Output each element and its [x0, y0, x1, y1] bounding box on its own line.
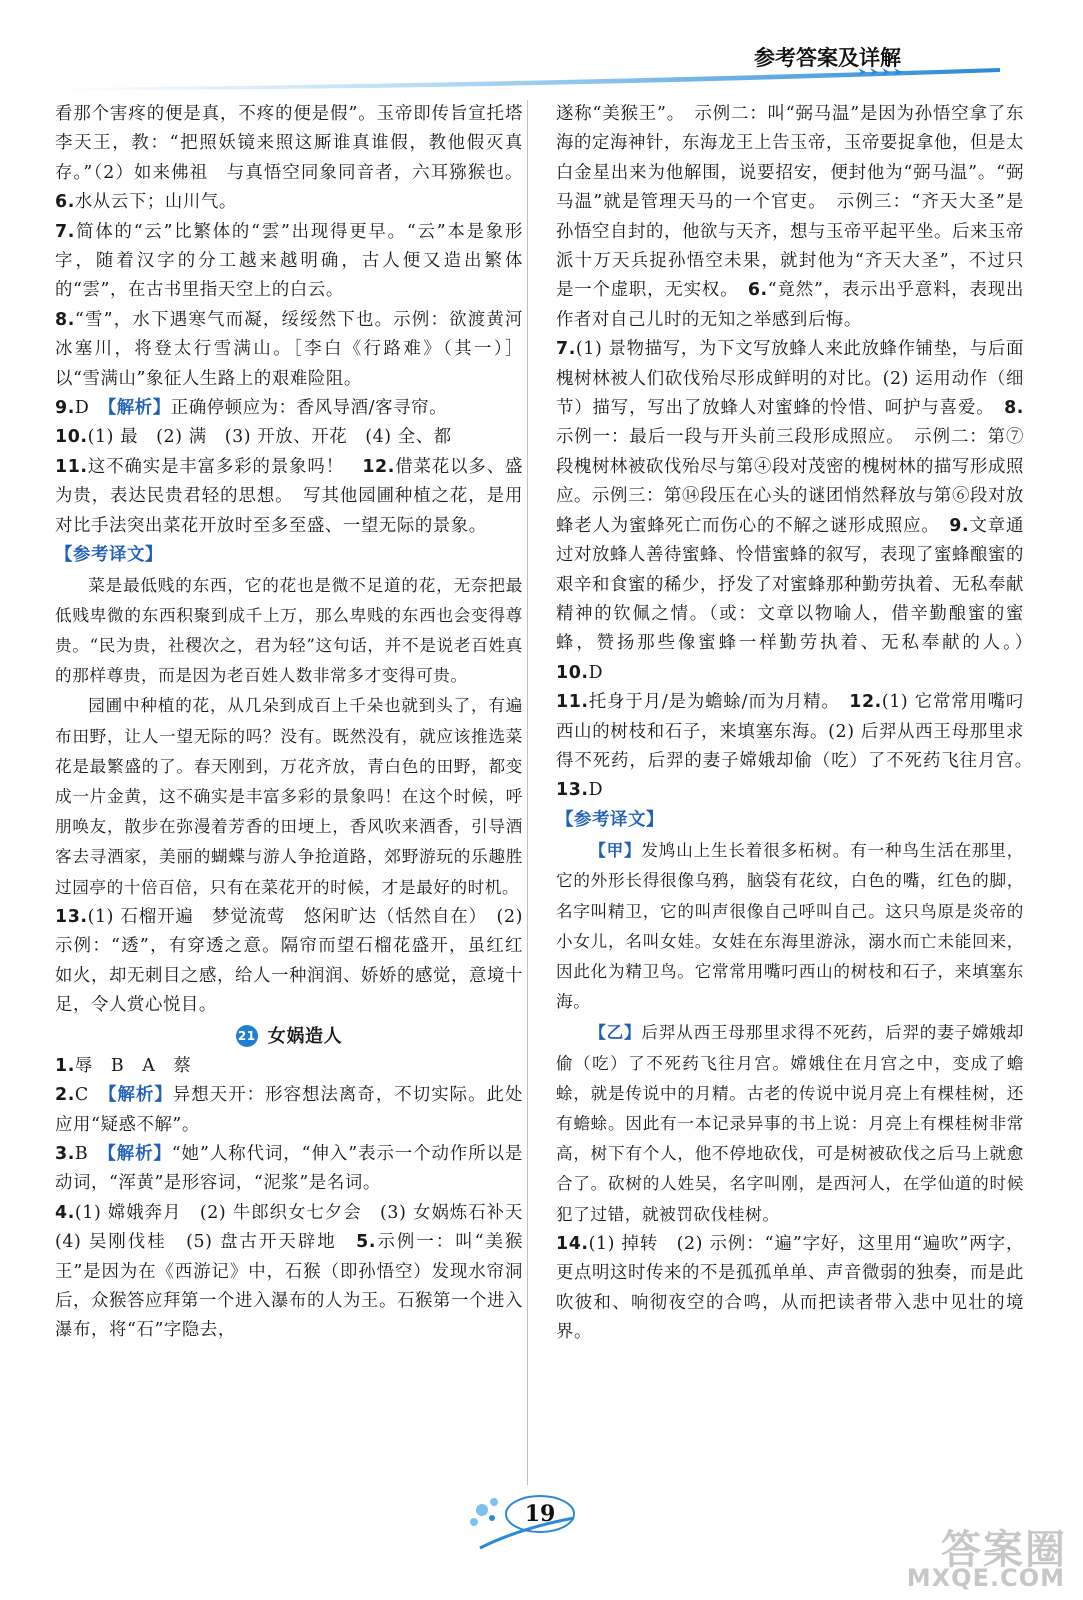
answer-s11-s13 [556, 688, 1024, 806]
watermark-text: 答案圈 [941, 1527, 1067, 1573]
answer-s5-continued [556, 100, 1024, 335]
answer-text: 辱 B A 蔡 [74, 1055, 192, 1076]
translation-text: 发鸠山上生长着很多柘树。有一种鸟生活在那里，它的外形长得很像乌鸦，脑袋有花纹，白色的嘴，红色的脚，名字叫精卫，它的叫声很像自己呼叫自己。这只鸟原是炎帝的小女儿，名叫女娃。女娃在东海里游泳，溺水而亡未能回来，因此化为精卫鸟。它常常用嘴叼西山的树枝和石子，来填塞东海。 [556, 841, 1024, 1012]
question-number: 8. [1004, 398, 1025, 419]
section-title: 女娲造人 [267, 1026, 343, 1048]
answer-text: C [74, 1085, 89, 1106]
answer-text: D [588, 662, 604, 683]
page-number-badge [460, 1488, 620, 1568]
answer-text: (1) 它常常用嘴叼西山的树枝和石子，来填塞东海。(2) 后羿从西王母那里求得不死药，后羿的妻子嫦娥却偷（吃）了不死药飞往月宫。 [556, 692, 1024, 771]
question-number: 12. [849, 692, 882, 713]
question-number: 1. [55, 1055, 75, 1076]
question-number: 14. [556, 1233, 589, 1254]
answer-11-12 [55, 453, 523, 541]
passage-tag: 【乙】 [589, 1022, 642, 1043]
section-heading [55, 1022, 523, 1051]
reference-tag: 【参考译文】 [556, 809, 664, 830]
answer-text: 借菜花以多、盛为贵，表达民贵君轻的思想。 写其他园圃种植之花，是用对比手法突出菜花开放时至多至盛、一望无际的景象。 [55, 456, 523, 536]
answer-text: “她”人称代词，“伸入”表示一个动作所以是动词，“浑黄”是形容词，“泥浆”是名词。 [55, 1143, 523, 1194]
question-number: 13. [55, 906, 88, 927]
question-number: 3. [55, 1143, 75, 1164]
passage-tag: 【甲】 [589, 840, 642, 861]
answer-13 [55, 903, 523, 1021]
translation-paragraph: 园圃中种植的花，从几朵到成百上千朵也就到头了，有遍布田野，让人一望无际的吗？没有。既然没有，就应该推选菜花是最繁盛的了。春天刚到，万花齐放，青白色的田野，都变成一片金黄，这不确实是丰富多彩的景象吗！在这个时候，呼朋唤友，散步在弥漫着芳香的田埂上，香风吹来酒香，引导酒客去寻酒家，美丽的蝴蝶与游人争抢道路，郊野游玩的乐趣胜过园亭的十倍百倍，只有在菜花开的时候，才是最好的时机。 [55, 696, 523, 897]
analysis-tag: 【解析】 [107, 398, 171, 419]
answer-text: (1) 石榴开遍 梦觉流莺 悠闲旷达（恬然自在） (2) 示例：“透”，有穿透之意。隔帘而望石榴花盛开，虽红红如火，却无刺目之感，给人一种润润、娇娇的感觉，意境十足，令人赏心悦目。 [55, 906, 523, 1015]
answer-9 [55, 394, 523, 423]
question-number: 11. [556, 692, 589, 713]
watermark-logo [906, 1518, 1073, 1594]
question-number: 10. [55, 427, 88, 448]
answer-s7-s10 [556, 335, 1024, 688]
answer-8 [55, 306, 523, 394]
answer-text: D [588, 780, 604, 801]
answer-7 [55, 218, 523, 306]
answer-text: “竟然”，表示出乎意料，表现出作者对自己儿时的无知之举感到后悔。 [556, 280, 1024, 330]
answer-text: (1) 掉转 (2) 示例：“遍”字好，这里用“遍吹”两字，更点明这时传来的不是孤孤单单、声音微弱的独奏，而是此吹彼和、响彻夜空的合鸣，从而把读者带入悲中见壮的境界。 [556, 1233, 1024, 1343]
question-number: 13. [556, 780, 589, 801]
question-number: 12. [362, 456, 395, 477]
header-title: 参考答案及详解 [754, 46, 901, 70]
question-number: 5. [356, 1232, 377, 1253]
question-number: 10. [556, 662, 589, 683]
reference-tag: 【参考译文】 [55, 545, 163, 566]
analysis-tag: 【解析】 [107, 1143, 172, 1164]
answer-text: “雪”，水下遇寒气而凝，绥绥然下也。示例：欲渡黄河冰塞川，将登太行雪满山。［李白《行路难》（其一）］以“雪满山”象征人生路上的艰难险阻。 [55, 309, 523, 389]
right-column [556, 100, 1024, 1347]
page-header [0, 0, 1083, 100]
answer-s14 [556, 1230, 1024, 1348]
translation-paragraph-b [556, 1017, 1024, 1229]
watermark-url: MXQE.COM [906, 1564, 1065, 1592]
question-number: 9. [949, 515, 970, 536]
answer-text: 示例一：最后一段与开头前三段形成照应。 示例二：第⑦段槐树林被砍伐殆尽与第④段对茂密的槐树林的描写形成照应。示例三：第⑭段压在心头的谜团悄然释放与第⑥段对放蜂老人为蜜蜂死亡而伤心的不解之谜形成照应。 [556, 427, 1024, 536]
question-number: 7. [55, 221, 75, 242]
answer-10 [55, 423, 523, 452]
answer-text: 正确停顿应为：香风导酒/客寻帘。 [170, 398, 448, 419]
answer-text: 水从云下；山川气。 [74, 192, 237, 213]
answer-text: 看那个害疼的便是真，不疼的便是假”。玉帝即传旨宣托塔李天王，教：“把照妖镜来照这厮谁真谁假，教他假灭真存。”（2）如来佛祖 与真悟空同象同音者，六耳猕猴也。 [55, 104, 523, 183]
header-decoration [0, 0, 1083, 100]
page-number: 19 [524, 1501, 556, 1527]
answer-text: 遂称“美猴王”。 示例二：叫“弼马温”是因为孙悟空拿了东海的定海神针，东海龙王上告玉帝，玉帝要捉拿他，但是太白金星出来为他解围，说要招安，便封他为“弼马温”。“弼马温”就是管理天马的一个官吏。 示例三：“齐天大圣”是孙悟空自封的，他欲与天齐，想与玉帝平起平坐。后来玉帝派十万天兵捉孙悟空未果，就封他为“齐天大圣”，不过只是一个虚职，无实权。 [556, 104, 1024, 301]
question-number: 6. [55, 192, 75, 213]
answer-s4-s5 [55, 1199, 541, 1346]
question-number: 11. [55, 456, 88, 477]
column-divider [527, 100, 528, 1485]
answer-text: 异想天开：形容想法离奇，不切实际。此处应用“疑惑不解”。 [55, 1085, 523, 1135]
answer-text: 这不确实是丰富多彩的景象吗！ [87, 456, 345, 477]
translation-text: 后羿从西王母那里求得不死药，后羿的妻子嫦娥却偷（吃）了不死药飞往月宫。嫦娥住在月宫之中，变成了蟾蜍，就是传说中的月精。古老的传说中说月亮上有棵桂树，还有蟾蜍。因此有一本记录异事的书上说：月亮上有棵桂树非常高，树下有个人，他不停地砍伐，可是树被砍伐之后马上就愈合了。砍树的人姓吴，名字叫刚，是西河人，在学仙道的时候犯了过错，就被罚砍伐桂树。 [556, 1023, 1024, 1224]
question-number: 6. [747, 280, 768, 301]
answer-text: 文章通过对放蜂人善待蜜蜂、怜惜蜜蜂的叙写，表现了蜜蜂酿蜜的艰辛和食蜜的稀少，抒发了对蜜蜂那种勤劳执着、无私奉献精神的钦佩之情。（或：文章以物喻人，借辛勤酿蜜的蜜蜂，赞扬那些像蜜蜂一样勤劳执着、无私奉献的人。） [556, 515, 1024, 654]
answer-text: 示例一：叫“美猴王”是因为在《西游记》中，石猴（即孙悟空）发现水帘洞后，众猴答应拜第一个进入瀑布的人为王。石猴第一个进入瀑布，将“石”字隐去， [55, 1232, 523, 1341]
translation-paragraph: 菜是最低贱的东西，它的花也是微不足道的花，无奈把最低贱卑微的东西积聚到成千上万，那么卑贱的东西也会变得尊贵。“民为贵，社稷次之，君为轻”这句话，并不是说老百姓真的那样尊贵，而是因为老百姓人数非常多才变得可贵。 [55, 575, 523, 686]
answer-s3 [55, 1140, 523, 1199]
reference-translation-heading [55, 541, 523, 570]
answer-text: D [74, 398, 90, 419]
answer-s1 [55, 1052, 523, 1081]
answer-text: (1) 景物描写，为下文写放蜂人来此放蜂作铺垫，与后面槐树林被人们砍伐殆尽形成鲜明的对比。(2) 运用动作（细节）描写，写出了放蜂人对蜜蜂的怜惜、呵护与喜爱。 [556, 339, 1024, 419]
question-number: 7. [556, 339, 576, 360]
answer-text: 简体的“云”比繁体的“雲”出现得更早。“云”本是象形字，随着汉字的分工越来越明确，古人便又造出繁体的“雲”，在古书里指天空上的白云。 [55, 221, 523, 301]
answer-5-continued [55, 100, 523, 218]
question-number: 4. [55, 1202, 75, 1223]
analysis-tag: 【解析】 [107, 1085, 173, 1106]
question-number: 9. [55, 398, 75, 419]
question-number: 8. [55, 309, 75, 330]
answer-s2 [55, 1081, 523, 1140]
left-column [55, 100, 541, 1346]
reference-translation-heading [556, 806, 1024, 835]
answer-text: B [74, 1143, 89, 1164]
question-number: 2. [55, 1085, 75, 1106]
translation-paragraph-a [556, 835, 1024, 1017]
answer-text: 托身于月/是为蟾蜍/而为月精。 [588, 692, 831, 713]
answer-text: (1) 嫦娥奔月 (2) 牛郎织女七夕会 (3) 女娲炼石补天 (4) 吴刚伐桂 (5) 盘古开天辟地 [55, 1202, 541, 1253]
section-number-badge: 21 [236, 1025, 258, 1047]
answer-text: (1) 最 (2) 满 (3) 开放、开花 (4) 全、都 [87, 427, 452, 448]
